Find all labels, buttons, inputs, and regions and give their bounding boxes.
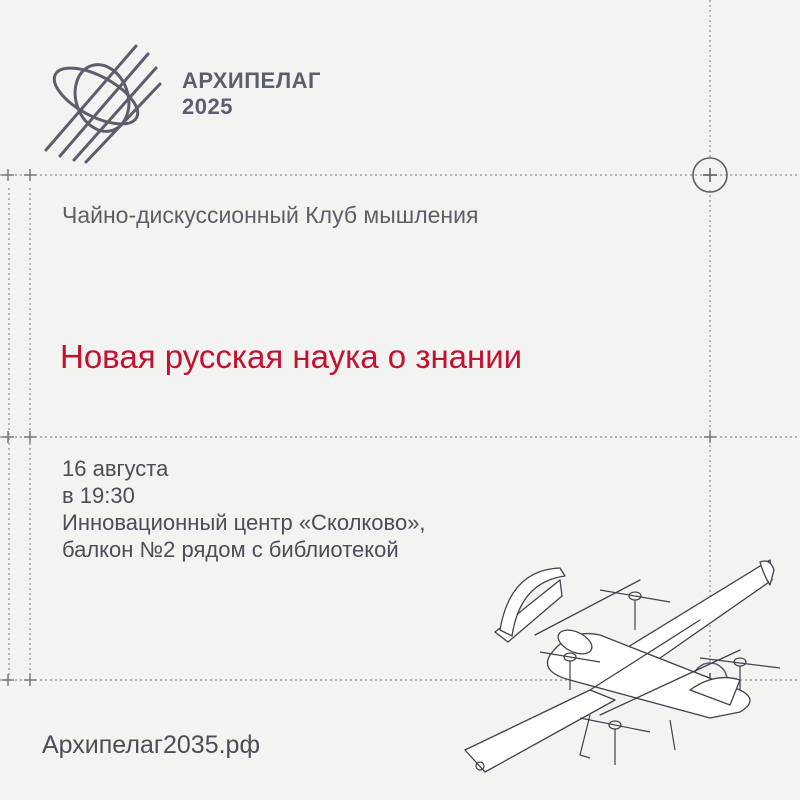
event-venue-line1: Инновационный центр «Сколково», (62, 510, 426, 535)
event-headline: Новая русская наука о знании (60, 338, 523, 375)
club-title: Чайно-дискуссионный Клуб мышления (62, 202, 479, 228)
archipelago-logo-icon (38, 40, 163, 165)
brand-name-line1: АРХИПЕЛАГ (182, 68, 321, 93)
event-details (62, 455, 426, 563)
event-time: в 19:30 (62, 483, 135, 508)
website-link[interactable]: Архипелаг2035.рф (42, 731, 261, 759)
brand-name-line2: 2025 (182, 94, 233, 119)
drone-icon (440, 540, 790, 795)
event-date: 16 августа (62, 456, 169, 481)
event-venue-line2: балкон №2 рядом с библиотекой (62, 537, 399, 562)
brand-name (182, 68, 321, 120)
